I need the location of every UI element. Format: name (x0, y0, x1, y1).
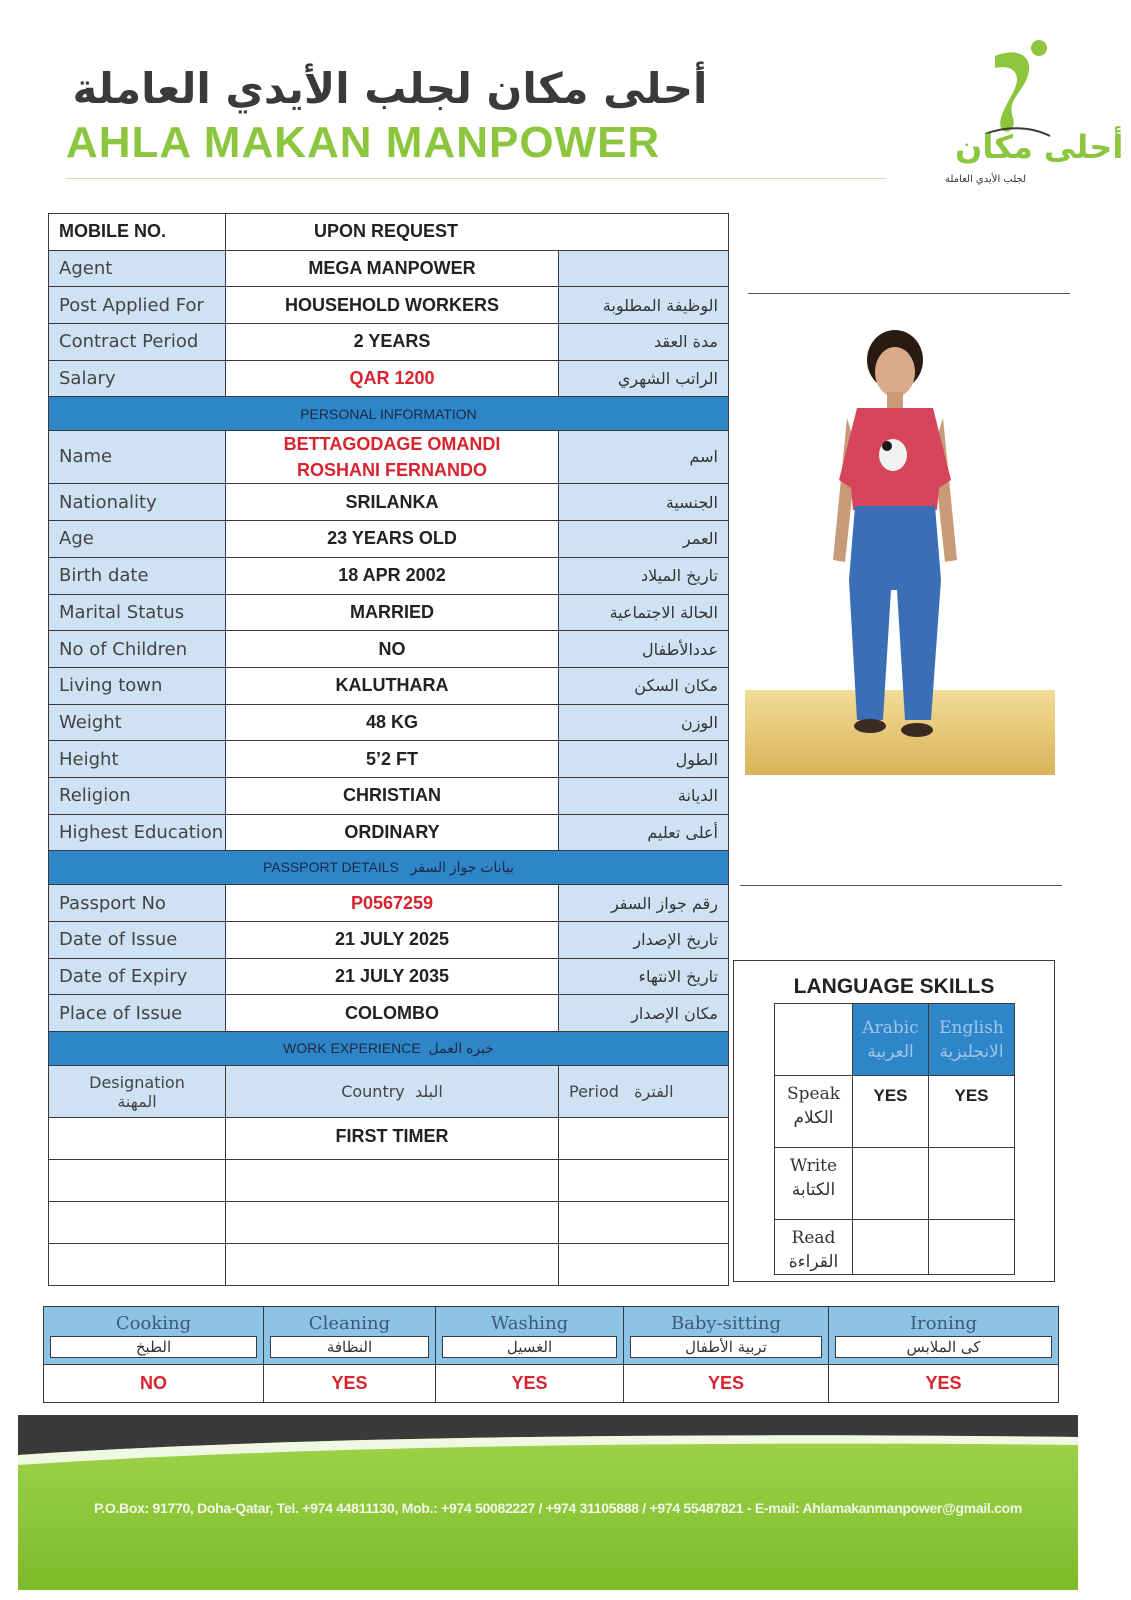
designation-header-en: Designation (89, 1072, 185, 1092)
marital-arabic: الحالة الاجتماعية (559, 594, 729, 631)
period-header-ar: الفترة (634, 1082, 674, 1102)
skill-name-en: Washing (490, 1313, 569, 1334)
skill-name-en: Ironing (909, 1313, 978, 1334)
passport-no-label: Passport No (49, 885, 226, 922)
work-row-designation (49, 1244, 226, 1286)
contract-arabic: مدة العقد (559, 324, 729, 361)
company-name-arabic: أحلى مكان لجلب الأيدي العاملة (72, 64, 708, 113)
row-town (49, 667, 729, 704)
lang-row-label (775, 1148, 853, 1220)
height-label: Height (49, 741, 226, 778)
row-contract (49, 324, 729, 361)
height-arabic: الطول (559, 741, 729, 778)
lang-arabic-value (853, 1220, 929, 1275)
age-arabic: العمر (559, 521, 729, 558)
application-table (48, 213, 729, 1286)
household-skills-table (43, 1306, 1059, 1403)
work-row-country (226, 1202, 559, 1244)
footer-contact: P.O.Box: 91770, Doha-Qatar, Tel. +974 44811130, Mob.: +974 50082227 / +974 31105888 / +974 55487821 - E-mail: Ahlamakanmanpower@gmail.com (94, 1500, 1022, 1516)
lang-arabic-value (853, 1148, 929, 1220)
post-arabic: الوظيفة المطلوبة (559, 287, 729, 324)
skill-value-cleaning: YES (264, 1365, 436, 1403)
work-row-country (226, 1160, 559, 1202)
passport-no-arabic: رقم جواز السفر (559, 885, 729, 922)
religion-label: Religion (49, 777, 226, 814)
language-skills-box (733, 960, 1055, 1282)
lang-row-write (775, 1148, 1015, 1220)
work-row-period (559, 1202, 729, 1244)
skill-name-ar: كى الملابس (835, 1336, 1052, 1358)
issue-label: Date of Issue (49, 922, 226, 959)
age-label: Age (49, 521, 226, 558)
skills-value-row (44, 1365, 1059, 1403)
header-divider (66, 178, 886, 179)
work-row-country: FIRST TIMER (226, 1118, 559, 1160)
salary-value: QAR 1200 (226, 360, 559, 397)
name-line-2: ROSHANI FERNANDO (296, 460, 487, 481)
skill-name-ar: تربية الأطفال (630, 1336, 822, 1358)
company-name-english: AHLA MAKAN MANPOWER (66, 118, 661, 167)
work-row-designation (49, 1118, 226, 1160)
expiry-label: Date of Expiry (49, 958, 226, 995)
skill-value-ironing: YES (829, 1365, 1059, 1403)
work-section-ar: خبره العمل (428, 1040, 494, 1057)
marital-label: Marital Status (49, 594, 226, 631)
designation-header (49, 1066, 226, 1118)
expiry-arabic: تاريخ الانتهاء (559, 958, 729, 995)
skill-name-en: Cleaning (308, 1313, 391, 1334)
work-row-designation (49, 1160, 226, 1202)
candidate-photo (745, 330, 1055, 775)
town-arabic: مكان السكن (559, 667, 729, 704)
agent-value: MEGA MANPOWER (226, 250, 559, 287)
work-row-designation (49, 1202, 226, 1244)
name-value (226, 431, 559, 484)
work-row (49, 1160, 729, 1202)
agent-label: Agent (49, 250, 226, 287)
place-label: Place of Issue (49, 995, 226, 1032)
work-row (49, 1202, 729, 1244)
salary-arabic: الراتب الشهري (559, 360, 729, 397)
row-mobile (49, 214, 729, 251)
marital-value: MARRIED (226, 594, 559, 631)
lang-row-label-en: Speak (786, 1084, 841, 1104)
row-passport-section (49, 851, 729, 885)
row-birth (49, 557, 729, 594)
salary-label: Salary (49, 360, 226, 397)
row-salary (49, 360, 729, 397)
row-agent (49, 250, 729, 287)
passport-section-title (49, 851, 729, 885)
lang-col-english-ar: الانجليزية (939, 1041, 1004, 1062)
name-line-1: BETTAGODAGE OMANDI (283, 434, 501, 455)
lang-english-value: YES (929, 1076, 1015, 1148)
skill-name-en: Baby-sitting (670, 1313, 782, 1334)
work-section-title (49, 1032, 729, 1066)
row-work-section (49, 1032, 729, 1066)
lang-arabic-value: YES (853, 1076, 929, 1148)
period-header-en: Period (569, 1082, 619, 1102)
row-name (49, 431, 729, 484)
designation-header-ar: المهنة (117, 1091, 157, 1111)
lang-row-label-en: Read (791, 1228, 836, 1248)
row-place (49, 995, 729, 1032)
education-label: Highest Education (49, 814, 226, 851)
lang-row-label-ar: الكلام (793, 1108, 834, 1128)
row-expiry (49, 958, 729, 995)
nationality-label: Nationality (49, 484, 226, 521)
work-section-en: WORK EXPERIENCE (283, 1040, 421, 1057)
row-education (49, 814, 729, 851)
skills-header-row (44, 1307, 1059, 1365)
issue-arabic: تاريخ الإصدار (559, 922, 729, 959)
nationality-arabic: الجنسية (559, 484, 729, 521)
skill-header-babysitting (624, 1307, 829, 1365)
work-row-period (559, 1160, 729, 1202)
issue-value: 21 JULY 2025 (226, 922, 559, 959)
town-value: KALUTHARA (226, 667, 559, 704)
place-arabic: مكان الإصدار (559, 995, 729, 1032)
education-arabic: أعلى تعليم (559, 814, 729, 851)
religion-value: CHRISTIAN (226, 777, 559, 814)
weight-value: 48 KG (226, 704, 559, 741)
nationality-value: SRILANKA (226, 484, 559, 521)
row-children (49, 631, 729, 668)
lang-col-english-en: English (939, 1017, 1004, 1038)
place-value: COLOMBO (226, 995, 559, 1032)
lang-col-english (929, 1004, 1015, 1076)
photo-bottom-line (740, 885, 1062, 886)
height-value: 5’2 FT (226, 741, 559, 778)
country-header (226, 1066, 559, 1118)
lang-col-arabic-en: Arabic (862, 1017, 919, 1038)
passport-section-ar: بيانات جواز السفر (410, 859, 515, 876)
skill-name-ar: الطبخ (50, 1336, 257, 1358)
skill-name-en: Cooking (115, 1313, 192, 1334)
work-row-country (226, 1244, 559, 1286)
skill-header-cooking (44, 1307, 264, 1365)
lang-col-arabic (853, 1004, 929, 1076)
row-age (49, 521, 729, 558)
skill-name-ar: الغسيل (442, 1336, 617, 1358)
education-value: ORDINARY (226, 814, 559, 851)
work-row (49, 1244, 729, 1286)
name-label: Name (49, 431, 226, 484)
post-value: HOUSEHOLD WORKERS (226, 287, 559, 324)
period-header (559, 1066, 729, 1118)
weight-label: Weight (49, 704, 226, 741)
name-arabic: اسم (559, 431, 729, 484)
lang-row-label-ar: القراءة (788, 1252, 839, 1272)
passport-no-value: P0567259 (226, 885, 559, 922)
language-skills-title: LANGUAGE SKILLS (793, 975, 995, 998)
lang-row-label (775, 1076, 853, 1148)
lang-row-read (775, 1220, 1015, 1275)
town-label: Living town (49, 667, 226, 704)
row-work-header (49, 1066, 729, 1118)
work-row (49, 1118, 729, 1160)
children-label: No of Children (49, 631, 226, 668)
age-value: 23 YEARS OLD (226, 521, 559, 558)
lang-row-speak (775, 1076, 1015, 1148)
work-row-period (559, 1118, 729, 1160)
row-weight (49, 704, 729, 741)
lang-row-label-ar: الكتابة (791, 1180, 836, 1200)
children-value: NO (226, 631, 559, 668)
country-header-en: Country (341, 1082, 405, 1102)
agent-arabic (559, 250, 729, 287)
post-label: Post Applied For (49, 287, 226, 324)
skill-header-washing (436, 1307, 624, 1365)
lang-english-value (929, 1220, 1015, 1275)
mobile-label: MOBILE NO. (49, 214, 226, 251)
lang-english-value (929, 1148, 1015, 1220)
row-post (49, 287, 729, 324)
row-passport-no (49, 885, 729, 922)
skill-name-ar: النظافة (270, 1336, 429, 1358)
children-arabic: عددالأطفال (559, 631, 729, 668)
lang-row-label-en: Write (789, 1156, 838, 1176)
photo-top-line (748, 293, 1070, 294)
logo-arabic-text: أحلى مكان (955, 128, 1124, 166)
mobile-value: UPON REQUEST (226, 214, 729, 251)
row-personal-section (49, 397, 729, 431)
logo-subtitle: لجلب الأيدي العاملة (945, 174, 1027, 185)
language-skills-table (774, 1003, 1015, 1275)
birth-value: 18 APR 2002 (226, 557, 559, 594)
skill-header-cleaning (264, 1307, 436, 1365)
birth-label: Birth date (49, 557, 226, 594)
skill-value-cooking: NO (44, 1365, 264, 1403)
row-nationality (49, 484, 729, 521)
row-religion (49, 777, 729, 814)
weight-arabic: الوزن (559, 704, 729, 741)
row-issue (49, 922, 729, 959)
religion-arabic: الديانة (559, 777, 729, 814)
row-height (49, 741, 729, 778)
birth-arabic: تاريخ الميلاد (559, 557, 729, 594)
work-row-period (559, 1244, 729, 1286)
contract-label: Contract Period (49, 324, 226, 361)
passport-section-en: PASSPORT DETAILS (262, 859, 399, 876)
lang-row-label (775, 1220, 853, 1275)
skill-header-ironing (829, 1307, 1059, 1365)
row-marital (49, 594, 729, 631)
skill-value-babysitting: YES (624, 1365, 829, 1403)
expiry-value: 21 JULY 2035 (226, 958, 559, 995)
lang-corner (775, 1004, 853, 1076)
personal-section-title: PERSONAL INFORMATION (49, 397, 729, 431)
country-header-ar: البلد (414, 1082, 443, 1102)
contract-value: 2 YEARS (226, 324, 559, 361)
skill-value-washing: YES (436, 1365, 624, 1403)
lang-col-arabic-ar: العربية (867, 1041, 914, 1062)
